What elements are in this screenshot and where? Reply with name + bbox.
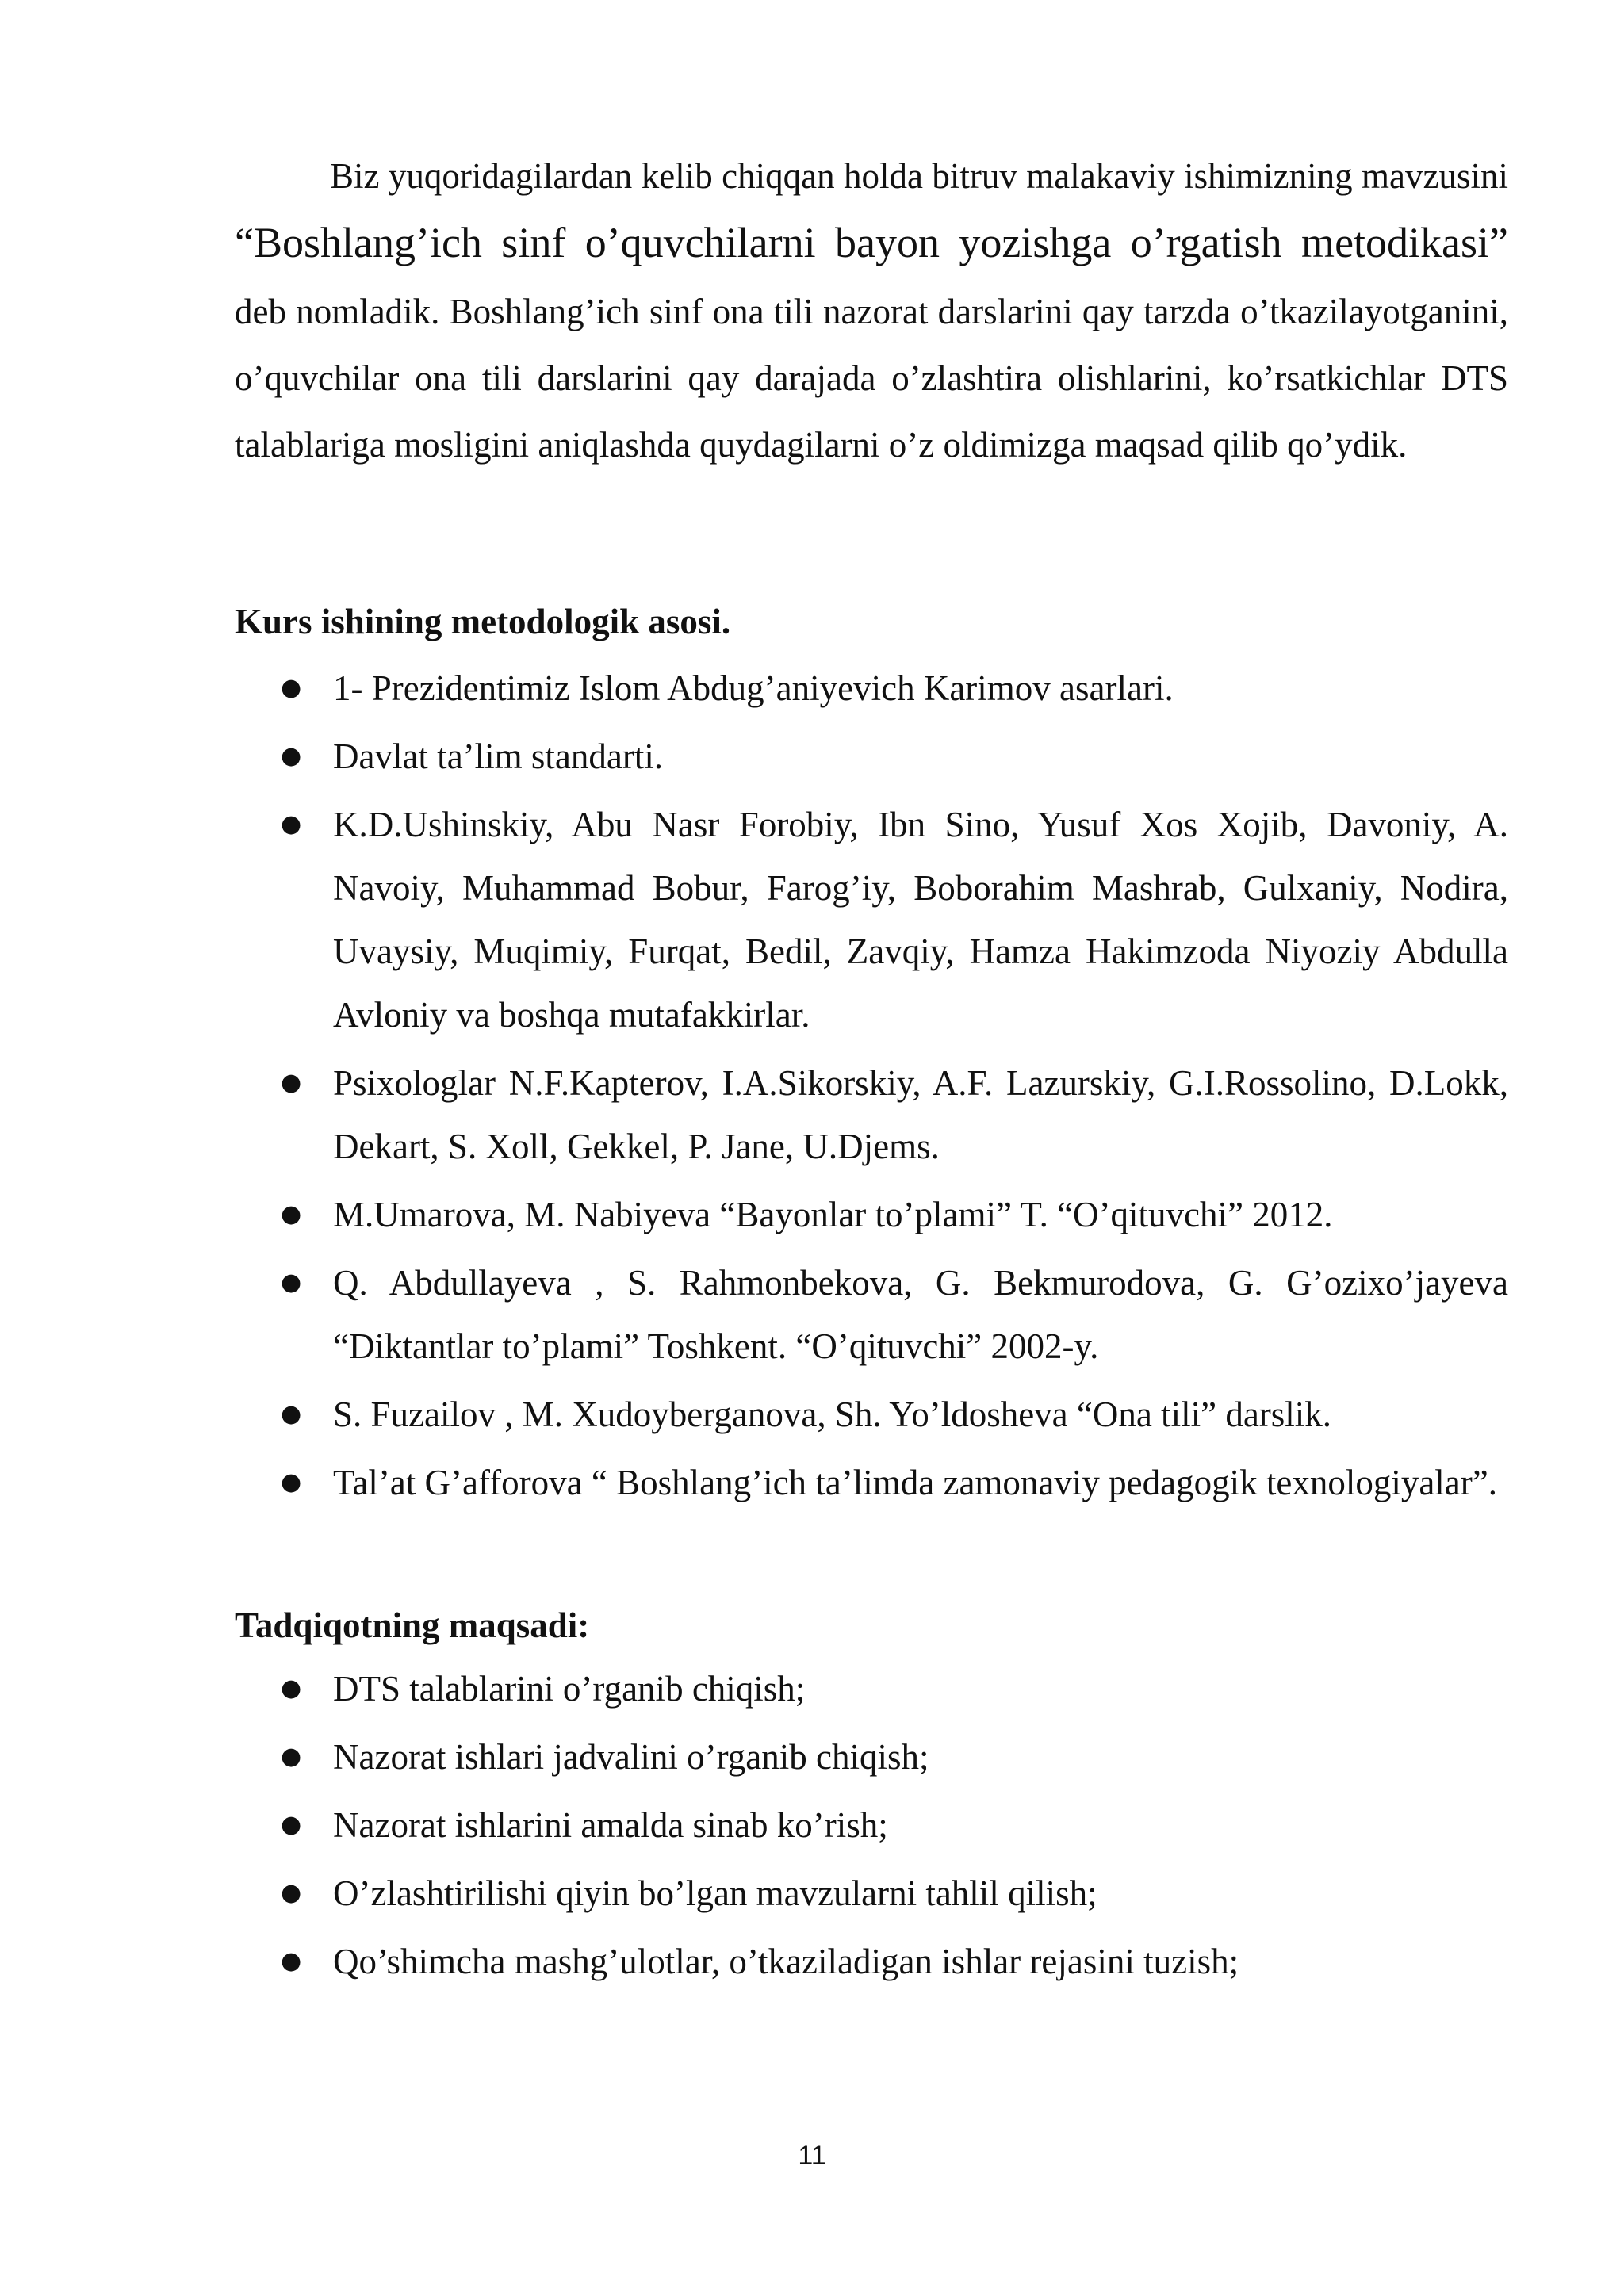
list-item [235, 1183, 1508, 1246]
bullet-icon: ● [281, 1069, 302, 1096]
bullet-icon: ● [281, 1200, 302, 1228]
list-item-text: Q. Abdullayeva , S. Rahmonbekova, G. Bekmurodova, G. G’ozixo’jayeva “Diktantlar to’plami” Toshkent. “O’qituvchi” 2002-y. [333, 1263, 1508, 1366]
list-item [235, 793, 1508, 1047]
bullet-icon: ● [281, 1743, 302, 1770]
list-item-text: K.D.Ushinskiy, Abu Nasr Forobiy, Ibn Sino, Yusuf Xos Xojib, Davoniy, A. Navoiy, Muhammad Bobur, Farog’iy, Boborahim Mashrab, Gulxaniy, Nodira, Uvaysiy, Muqimiy, Furqat, Bedil, Zavqiy, Hamza Hakimzoda Niyoziy Abdulla Avloniy va boshqa mutafakkirlar. [333, 805, 1508, 1035]
list-item-text: 1- Prezidentimiz Islom Abdug’aniyevich Karimov asarlari. [333, 668, 1174, 708]
list-item [235, 1251, 1508, 1378]
page-number: 11 [798, 2141, 826, 2171]
list-item [235, 1793, 1508, 1857]
bullet-icon: ● [281, 810, 302, 838]
list-item-text: Qo’shimcha mashg’ulotlar, o’tkaziladigan ishlar rejasini tuzish; [333, 1942, 1239, 1981]
list-item [235, 1051, 1508, 1178]
list-item-text: M.Umarova, M. Nabiyeva “Bayonlar to’plami” T. “O’qituvchi” 2012. [333, 1195, 1333, 1234]
list-item-text: Davlat ta’lim standarti. [333, 737, 664, 776]
list-item-text: Psixologlar N.F.Kapterov, I.A.Sikorskiy, A.F. Lazurskiy, G.I.Rossolino, D.Lokk, Dekart, S. Xoll, Gekkel, P. Jane, U.Djems. [333, 1063, 1508, 1166]
list-item [235, 1725, 1508, 1789]
list-item [235, 1451, 1508, 1514]
list-item-text: Nazorat ishlari jadvalini o’rganib chiqish; [333, 1737, 929, 1777]
bullet-icon: ● [281, 742, 302, 770]
intro-paragraph [235, 143, 1508, 478]
bullet-icon: ● [281, 1811, 302, 1839]
section-heading-goals: Tadqiqotning maqsadi: [235, 1605, 590, 1645]
list-item [235, 1383, 1508, 1446]
list-item [235, 1862, 1508, 1925]
list-item [235, 725, 1508, 788]
bullet-icon: ● [281, 1674, 302, 1702]
bullet-icon: ● [281, 1468, 302, 1496]
list-item-text: Nazorat ishlarini amalda sinab ko’rish; [333, 1805, 888, 1845]
list-item [235, 1930, 1508, 1993]
intro-text-end: deb nomladik. Boshlang’ich sinf ona tili nazorat darslarini qay tarzda o’tkazilayotganini, o’quvchilar ona tili darslarini qay darajada o’zlashtira olishlarini, ko’rsatkichlar DTS talablariga mosligini aniqlashda quydagilarni o’z oldimizga maqsad qilib qo’ydik. [235, 292, 1508, 465]
thesis-title: “Boshlang’ich sinf o’quvchilarni bayon yozishga o’rgatish metodikasi” [235, 219, 1508, 266]
list-item [235, 1657, 1508, 1720]
list-item-text: O’zlashtirilishi qiyin bo’lgan mavzularni tahlil qilish; [333, 1873, 1097, 1913]
list-item [235, 656, 1508, 720]
bullet-icon: ● [281, 1269, 302, 1296]
list-item-text: S. Fuzailov , M. Xudoyberganova, Sh. Yo’ldosheva “Ona tili” darslik. [333, 1395, 1332, 1434]
bullet-icon: ● [281, 1879, 302, 1907]
bullet-icon: ● [281, 1400, 302, 1428]
bullet-icon: ● [281, 1947, 302, 1975]
methodology-list [235, 656, 1508, 1514]
bullet-icon: ● [281, 674, 302, 702]
intro-text-start: Biz yuqoridagilardan kelib chiqqan holda bitruv malakaviy ishimizning mavzusini [330, 156, 1508, 196]
list-item-text: DTS talablarini o’rganib chiqish; [333, 1669, 806, 1709]
section-heading-methodology: Kurs ishining metodologik asosi. [235, 602, 731, 641]
goals-list [235, 1657, 1508, 1993]
list-item-text: Tal’at G’afforova “ Boshlang’ich ta’limda zamonaviy pedagogik texnologiyalar”. [333, 1463, 1497, 1502]
